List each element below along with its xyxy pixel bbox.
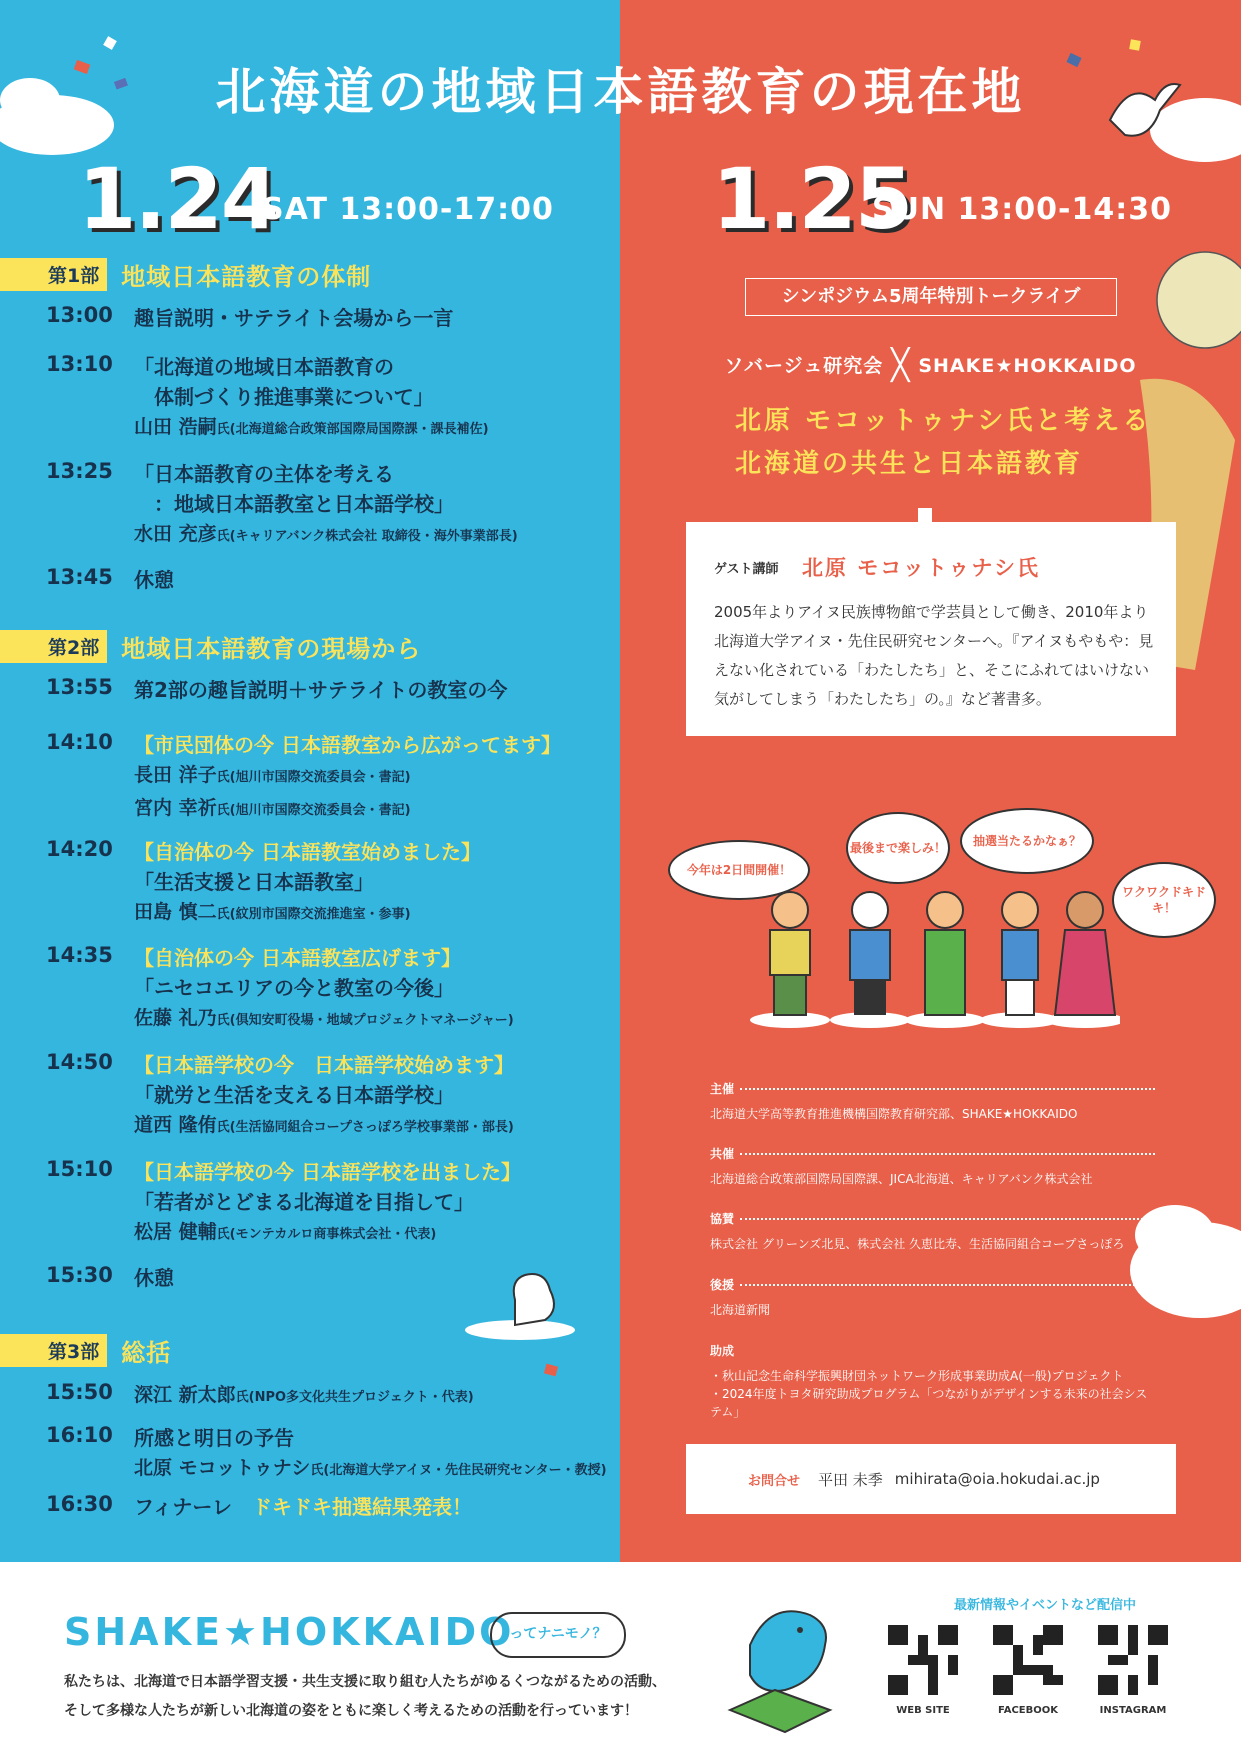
day2-date: 1.25 xyxy=(712,150,912,248)
speech-bubble: 抽選当たるかなぁ？ xyxy=(960,808,1094,874)
speaker: 松居 健輔氏(モンテカルロ商事株式会社・代表) xyxy=(134,1221,437,1243)
org-label: 協賛 xyxy=(710,1212,735,1226)
org-text: 北海道新聞 xyxy=(710,1303,771,1317)
schedule-text: 【市民団体の今 日本語教室から広がってます】 xyxy=(134,733,561,757)
speaker-affiliation: (旭川市国際交流委員会・書記) xyxy=(229,803,411,818)
org-block xyxy=(710,1276,1155,1319)
schedule-item xyxy=(46,459,606,552)
speaker-affiliation: (北海道総合政策部国際局国際課・課長補佐) xyxy=(229,422,489,437)
schedule-text: 「若者がとどまる北海道を目指して」 xyxy=(134,1190,474,1214)
org-text: ・2024年度トヨタ研究助成プログラム「つながりがデザインする未来の社会システム」 xyxy=(710,1387,1148,1419)
org-block xyxy=(710,1210,1155,1253)
sns-label[interactable]: FACEBOOK xyxy=(998,1705,1058,1716)
schedule-item xyxy=(46,943,606,1036)
schedule-time: 14:10 xyxy=(46,730,113,754)
speaker: 佐藤 礼乃氏(倶知安町役場・地域プロジェクトマネージャー) xyxy=(134,1007,514,1029)
cross-icon: ╳ xyxy=(891,348,911,383)
schedule-item xyxy=(46,1423,606,1486)
contact-box xyxy=(686,1444,1176,1514)
speaker-affiliation: (紋別市国際交流推進室・参事) xyxy=(229,907,411,922)
schedule-text: 休憩 xyxy=(134,568,174,592)
person-icon xyxy=(850,892,890,1015)
org-text: ・秋山記念生命科学振興財団ネットワーク形成事業助成A(一般)プロジェクト xyxy=(710,1369,1124,1383)
part-title: 地域日本語教育の現場から xyxy=(121,634,422,663)
balloon-icon xyxy=(1157,252,1241,348)
speaker-affiliation: (NPO多文化共生プロジェクト・代表) xyxy=(248,1390,474,1405)
org-text: 北海道大学高等教育推進機構国際教育研究部、SHAKE★HOKKAIDO xyxy=(710,1107,1078,1121)
schedule-item xyxy=(46,303,606,333)
collab-line xyxy=(620,348,1241,383)
schedule-item xyxy=(46,1492,606,1522)
schedule-time: 14:50 xyxy=(46,1050,113,1074)
speaker-affiliation: (北海道大学アイヌ・先住民研究センター・教授) xyxy=(323,1463,607,1478)
schedule-text: 第2部の趣旨説明＋サテライトの教室の今 xyxy=(134,678,508,702)
person-icon xyxy=(1055,892,1115,1015)
part1-header xyxy=(0,258,371,290)
day1-date: 1.24 xyxy=(78,150,278,248)
schedule-text: 【日本語学校の今 日本語学校始めます】 xyxy=(134,1053,514,1077)
qr-code-icon[interactable] xyxy=(1098,1625,1168,1695)
about-text: 私たちは、北海道で日本語学習支援・共生支援に取り組む人たちがゆるくつながるための活動、 そして多様な人たちが新しい北海道の姿をともに楽しく考えるための活動を行っています！ xyxy=(64,1674,666,1719)
org-block xyxy=(710,1080,1155,1123)
sns-label[interactable]: INSTAGRAM xyxy=(1099,1705,1167,1716)
collab-right: SHAKE★HOKKAIDO xyxy=(918,355,1137,377)
part-tag: 第2部 xyxy=(0,630,107,663)
qr-code-icon[interactable] xyxy=(993,1625,1063,1695)
person-icon xyxy=(925,892,965,1015)
speaker: 道西 隆侑氏(生活協同組合コープさっぽろ学校事業部・部長) xyxy=(134,1114,514,1136)
part-title: 総括 xyxy=(121,1338,172,1367)
speaker-name: 山田 浩嗣 xyxy=(134,416,217,438)
speaker-name: 宮内 幸祈 xyxy=(134,797,217,819)
speech-bubble: 最後まで楽しみ！ xyxy=(846,812,950,884)
sns-heading: 最新情報やイベントなど配信中 xyxy=(953,1598,1136,1613)
speaker-affiliation: (キャリアバンク株式会社 取締役・海外事業部長) xyxy=(229,529,518,544)
speaker-affiliation: (モンテカルロ商事株式会社・代表) xyxy=(229,1227,437,1242)
schedule-time: 15:10 xyxy=(46,1157,113,1181)
schedule-item xyxy=(46,565,606,595)
guest-card xyxy=(686,522,1176,736)
schedule-item xyxy=(46,1050,606,1143)
sns-label[interactable]: WEB SITE xyxy=(896,1705,950,1716)
dolphin-icon xyxy=(720,1585,840,1735)
schedule-text: 「日本語教育の主体を考える xyxy=(134,462,394,486)
speaker-name: 佐藤 礼乃 xyxy=(134,1007,217,1029)
schedule-text: 【自治体の今 日本語教室始めました】 xyxy=(134,840,481,864)
speech-bubble: ってナニモノ？ xyxy=(490,1612,626,1658)
schedule-text: 体制づくり推進事業について」 xyxy=(134,385,434,409)
page-title: 北海道の地域日本語教育の現在地 xyxy=(215,63,1026,121)
speaker-name: 北原 モコットゥナシ xyxy=(134,1457,311,1479)
org-block xyxy=(710,1145,1155,1188)
schedule-text: 「北海道の地域日本語教育の xyxy=(134,355,394,379)
schedule-text: 【自治体の今 日本語教室広げます】 xyxy=(134,946,461,970)
speaker: 長田 洋子氏(旭川市国際交流委員会・書記) xyxy=(134,764,411,786)
people-illustration xyxy=(740,870,1120,1030)
speaker: 水田 充彦氏(キャリアバンク株式会社 取締役・海外事業部長) xyxy=(134,523,518,545)
speaker-name: 道西 隆侑 xyxy=(134,1114,217,1136)
schedule-text: フィナーレ xyxy=(134,1495,232,1519)
schedule-text: 「就労と生活を支える日本語学校」 xyxy=(134,1083,454,1107)
speaker-name: 深江 新太郎 xyxy=(134,1384,236,1406)
schedule-time: 13:10 xyxy=(46,352,113,376)
contact-email[interactable]: mihirata@oia.hokudai.ac.jp xyxy=(894,1470,1100,1488)
schedule-time: 14:20 xyxy=(46,837,113,861)
speaker-name: 水田 充彦 xyxy=(134,523,217,545)
schedule-time: 15:30 xyxy=(46,1263,113,1287)
shake-hokkaido-logo: SHAKE★HOKKAIDO xyxy=(64,1610,515,1654)
speaker-name: 松居 健輔 xyxy=(134,1221,217,1243)
part2-header xyxy=(0,630,421,662)
speaker: 深江 新太郎氏(NPO多文化共生プロジェクト・代表) xyxy=(134,1384,474,1406)
schedule-item xyxy=(46,1380,606,1413)
schedule-item xyxy=(46,837,606,930)
schedule-text: 趣旨説明・サテライト会場から一言 xyxy=(134,306,454,330)
contact-label: お問合せ xyxy=(748,1473,801,1489)
person-icon xyxy=(770,892,810,1015)
schedule-text: 「生活支援と日本語教室」 xyxy=(134,870,374,894)
talk-title: 北原 モコットゥナシ氏と考える xyxy=(735,406,1152,436)
schedule-time: 13:55 xyxy=(46,675,113,699)
speaker: 山田 浩嗣氏(北海道総合政策部国際局国際課・課長補佐) xyxy=(134,416,489,438)
schedule-time: 16:10 xyxy=(46,1423,113,1447)
talk-title: 北海道の共生と日本語教育 xyxy=(735,449,1084,479)
part-title: 地域日本語教育の体制 xyxy=(121,262,372,291)
speaker-affiliation: (生活協同組合コープさっぽろ学校事業部・部長) xyxy=(229,1120,514,1135)
qr-code-icon[interactable] xyxy=(888,1625,958,1695)
org-label: 後援 xyxy=(710,1278,735,1292)
schedule-text: 【日本語学校の今 日本語学校を出ました】 xyxy=(134,1160,521,1184)
person-icon xyxy=(1002,892,1038,1015)
org-label: 助成 xyxy=(710,1344,735,1358)
schedule-time: 15:50 xyxy=(46,1380,113,1404)
day2-time: SUN 13:00-14:30 xyxy=(872,192,1172,227)
schedule-time: 14:35 xyxy=(46,943,113,967)
guest-label: ゲスト講師 xyxy=(714,562,779,577)
schedule-text: 「ニセコエリアの今と教室の今後」 xyxy=(134,976,454,1000)
schedule-time: 13:00 xyxy=(46,303,113,327)
org-text: 北海道総合政策部国際局国際課、JICA北海道、キャリアバンク株式会社 xyxy=(710,1172,1093,1186)
schedule-item xyxy=(46,730,606,826)
schedule-item xyxy=(46,675,606,705)
schedule-item xyxy=(46,352,606,445)
schedule-highlight: ドキドキ抽選結果発表！ xyxy=(252,1495,472,1519)
org-block xyxy=(710,1342,1155,1421)
speaker-affiliation: (旭川市国際交流委員会・書記) xyxy=(229,770,411,785)
speaker-name: 田島 慎二 xyxy=(134,901,217,923)
org-label: 共催 xyxy=(710,1147,735,1161)
speaker-affiliation: (倶知安町役場・地域プロジェクトマネージャー) xyxy=(229,1013,514,1028)
day1-time: SAT 13:00-17:00 xyxy=(262,192,554,227)
speech-bubble: 今年は2日間開催！ xyxy=(668,840,810,900)
speaker: 田島 慎二氏(紋別市国際交流推進室・参事) xyxy=(134,901,411,923)
schedule-item xyxy=(46,1263,606,1293)
schedule-text: 休憩 xyxy=(134,1266,174,1290)
part-tag: 第1部 xyxy=(0,258,107,291)
guest-name: 北原 モコットゥナシ氏 xyxy=(802,556,1040,580)
guest-bio: 2005年よりアイヌ民族博物館で学芸員として働き、2010年より北海道大学アイヌ・先住民研究センターへ。『アイヌもやもや：見えない化されている「わたしたち」と、そこにふれてはいけない気がしてしまう「わたしたち」の。』など著書多。 xyxy=(714,603,1154,708)
schedule-time: 13:45 xyxy=(46,565,113,589)
schedule-text: ：地域日本語教室と日本語学校」 xyxy=(134,492,454,516)
org-text: 株式会社 グリーンズ北見、株式会社 久恵比寿、生活協同組合コープさっぽろ xyxy=(710,1237,1125,1251)
speaker-name: 長田 洋子 xyxy=(134,764,217,786)
speaker: 宮内 幸祈氏(旭川市国際交流委員会・書記) xyxy=(134,797,411,819)
org-label: 主催 xyxy=(710,1082,735,1096)
speech-bubble: ワクワクドキドキ！ xyxy=(1112,862,1216,938)
part3-header xyxy=(0,1334,171,1366)
speaker: 北原 モコットゥナシ氏(北海道大学アイヌ・先住民研究センター・教授) xyxy=(134,1457,607,1479)
collab-left: ソバージュ研究会 xyxy=(724,355,884,377)
schedule-time: 16:30 xyxy=(46,1492,113,1516)
schedule-text: 所感と明日の予告 xyxy=(134,1426,294,1450)
contact-name: 平田 未季 xyxy=(818,1470,883,1489)
sympo-label: シンポジウム5周年特別トークライブ xyxy=(745,278,1117,316)
schedule-item xyxy=(46,1157,606,1250)
schedule-time: 13:25 xyxy=(46,459,113,483)
part-tag: 第3部 xyxy=(0,1334,107,1367)
